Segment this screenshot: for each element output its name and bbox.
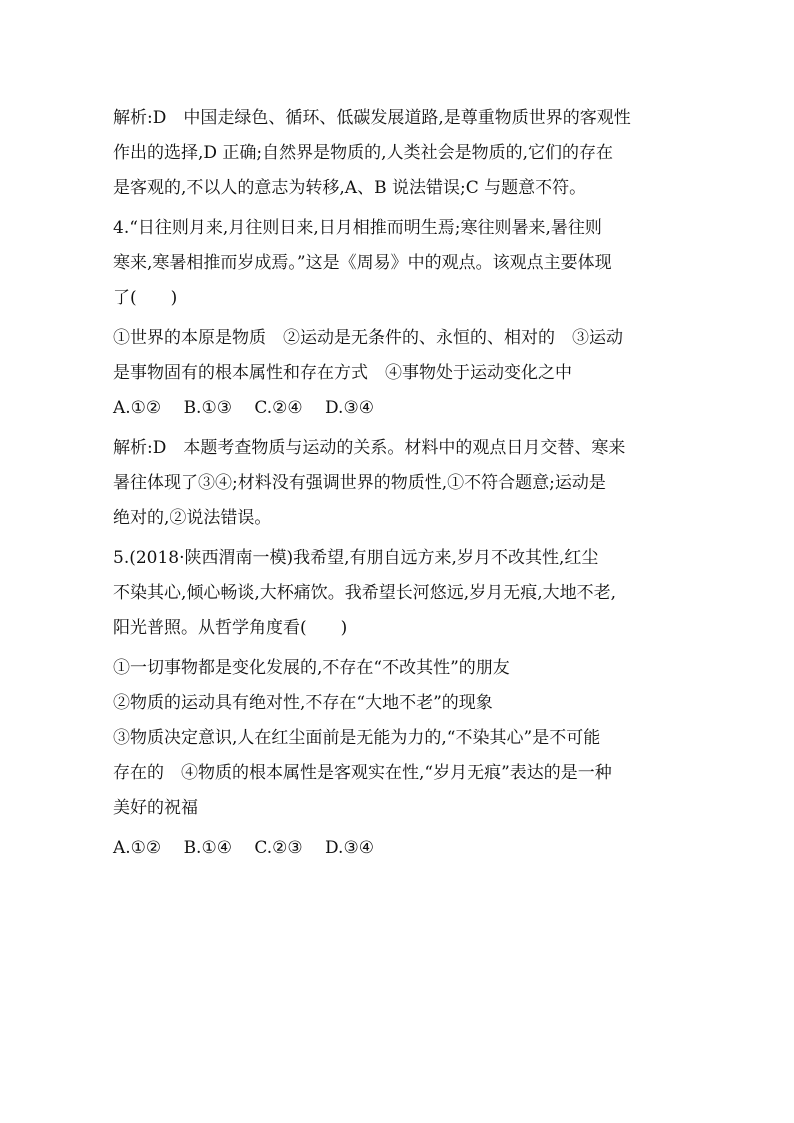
question-5-stem: 5.(2018·陕西渭南一模)我希望,有朋自远方来,岁月不改其性,红尘 [113, 548, 599, 568]
question-4-choices: A.①② B.①③ C.②④ D.③④ [113, 398, 374, 418]
text-line: 不染其心,倾心畅谈,大杯痛饮。我希望长河悠远,岁月无痕,大地不老, [113, 583, 617, 603]
text-line: 是客观的,不以人的意志为转移,A、B 说法错误;C 与题意不符。 [113, 178, 587, 198]
question-4-options: ①世界的本原是物质 ②运动是无条件的、永恒的、相对的 ③运动 [113, 328, 623, 348]
text-line: 美好的祝福 [113, 798, 198, 818]
question-5-option-2: ②物质的运动具有绝对性,不存在“大地不老”的现象 [113, 693, 493, 713]
text-line: 存在的 ④物质的根本属性是客观实在性,“岁月无痕”表达的是一种 [113, 763, 612, 783]
question-5-option-3: ③物质决定意识,人在红尘面前是无能为力的,“不染其心”是不可能 [113, 728, 601, 748]
text-line: 了( ) [113, 288, 178, 308]
text-line: 解析:D 中国走绿色、循环、低碳发展道路,是尊重物质世界的客观性 [113, 108, 631, 128]
question-4-stem: 4.“日往则月来,月往则日来,日月相推而明生焉;寒往则暑来,暑往则 [113, 218, 602, 238]
text-line: 暑往体现了③④;材料没有强调世界的物质性,①不符合题意;运动是 [113, 473, 606, 493]
text-line: 绝对的,②说法错误。 [113, 508, 272, 528]
text-line: 是事物固有的根本属性和存在方式 ④事物处于运动变化之中 [113, 363, 572, 383]
text-line: 阳光普照。从哲学角度看( ) [113, 618, 348, 638]
question-5-option-1: ①一切事物都是变化发展的,不存在“不改其性”的朋友 [113, 658, 510, 678]
text-line: 作出的选择,D 正确;自然界是物质的,人类社会是物质的,它们的存在 [113, 143, 613, 163]
text-line: 寒来,寒暑相推而岁成焉。”这是《周易》中的观点。该观点主要体现 [113, 253, 612, 273]
question-5-choices: A.①② B.①④ C.②③ D.③④ [113, 838, 374, 858]
question-4-analysis: 解析:D 本题考查物质与运动的关系。材料中的观点日月交替、寒来 [113, 438, 626, 458]
